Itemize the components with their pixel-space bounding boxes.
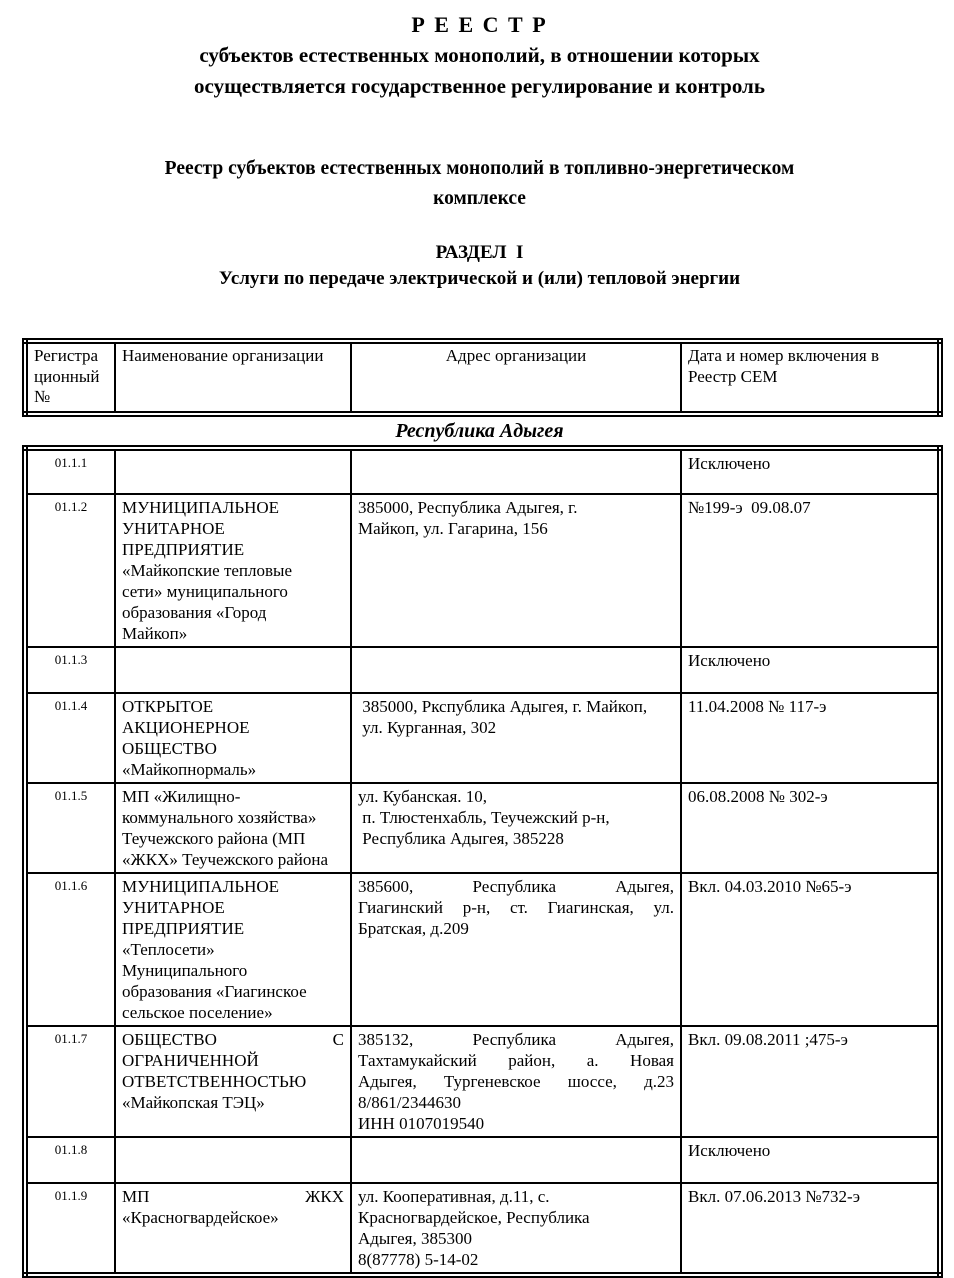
inclusion-date-cell bbox=[681, 873, 940, 1026]
header-row bbox=[25, 341, 940, 414]
org-name-cell bbox=[115, 783, 351, 873]
reg-number-cell: 01.1.2 bbox=[25, 494, 115, 647]
doc-title-line-3: осуществляется государственное регулирование и контроль bbox=[194, 74, 765, 98]
inclusion-date-cell bbox=[681, 1137, 940, 1183]
cell-line: образования «Город bbox=[122, 603, 267, 622]
cell-line: 06.08.2008 № 302-э bbox=[688, 787, 828, 806]
cell-line: 8/861/2344630 bbox=[358, 1093, 461, 1112]
cell-line: № bbox=[34, 387, 51, 406]
table-row bbox=[25, 1183, 940, 1275]
cell-line: Майкоп» bbox=[122, 624, 188, 643]
registry-header-table bbox=[22, 338, 943, 417]
doc-title-line-1: Р Е Е С Т Р bbox=[411, 12, 548, 37]
org-name-cell bbox=[115, 448, 351, 494]
region-header: Республика Адыгея bbox=[395, 420, 564, 442]
cell-line: Наименование организации bbox=[122, 346, 324, 365]
inclusion-date-cell bbox=[681, 1026, 940, 1137]
org-name-cell bbox=[115, 1183, 351, 1275]
table-row bbox=[25, 1026, 940, 1137]
table-row bbox=[25, 494, 940, 647]
col-header-org-address bbox=[351, 341, 681, 414]
inclusion-date-cell bbox=[681, 783, 940, 873]
cell-line: ционный bbox=[34, 366, 100, 386]
cell-line: ул. Курганная, 302 bbox=[358, 718, 497, 737]
cell-line: Красногвардейское, Республика bbox=[358, 1208, 590, 1227]
reg-number-cell: 01.1.8 bbox=[25, 1137, 115, 1183]
cell-line: 385000, Ркспублика Адыгея, г. Майкоп, bbox=[358, 697, 648, 716]
inclusion-date-cell bbox=[681, 448, 940, 494]
section-label: РАЗДЕЛ I bbox=[435, 242, 524, 263]
cell-line: «Майкопские тепловые bbox=[122, 561, 292, 580]
cell-line: ул. Кубанская. 10, bbox=[358, 787, 488, 806]
cell-line: УНИТАРНОЕ bbox=[122, 898, 225, 917]
org-address-cell bbox=[351, 494, 681, 647]
reg-number-cell: 01.1.3 bbox=[25, 647, 115, 693]
cell-line: Тахтамукайский район, а. Новая bbox=[358, 1051, 674, 1070]
cell-line: Муниципального bbox=[122, 961, 248, 980]
cell-line: Теучежского района (МП bbox=[122, 829, 306, 848]
doc-title bbox=[22, 10, 937, 102]
doc-subtitle-line-1: Реестр субъектов естественных монополий в топливно-энергетическом bbox=[164, 158, 795, 179]
cell-line: 385000, Республика Адыгея, г. bbox=[358, 498, 578, 517]
org-name-cell bbox=[115, 873, 351, 1026]
cell-line: Дата и номер включения в bbox=[688, 346, 880, 365]
table-row bbox=[25, 873, 940, 1026]
cell-line: Адрес организации bbox=[445, 346, 587, 365]
cell-line: ПРЕДПРИЯТИЕ bbox=[122, 540, 245, 559]
cell-line: Братская, д.209 bbox=[358, 919, 469, 938]
reg-number-cell: 01.1.5 bbox=[25, 783, 115, 873]
cell-line: Исключено bbox=[688, 1141, 771, 1160]
org-address-cell bbox=[351, 783, 681, 873]
cell-line: ПРЕДПРИЯТИЕ bbox=[122, 919, 245, 938]
org-address-cell bbox=[351, 1183, 681, 1275]
cell-line: 11.04.2008 № 117-э bbox=[688, 697, 827, 716]
cell-line: сельское поселение» bbox=[122, 1003, 273, 1022]
doc-subtitle-line-2: комплексе bbox=[433, 188, 526, 209]
reg-number-cell: 01.1.9 bbox=[25, 1183, 115, 1275]
registry-table bbox=[22, 445, 943, 1278]
cell-line: коммунального хозяйства» bbox=[122, 808, 317, 827]
cell-line: ОТВЕТСТВЕННОСТЬЮ bbox=[122, 1072, 307, 1091]
cell-line: п. Тлюстенхабль, Теучежский р-н, bbox=[358, 808, 610, 827]
org-address-cell bbox=[351, 1137, 681, 1183]
inclusion-date-cell bbox=[681, 494, 940, 647]
cell-line: МП «Жилищно- bbox=[122, 787, 241, 806]
reg-number-cell: 01.1.4 bbox=[25, 693, 115, 783]
cell-line: МП ЖКХ bbox=[122, 1187, 344, 1206]
cell-line: Вкл. 07.06.2013 №732-э bbox=[688, 1187, 861, 1206]
inclusion-date-cell bbox=[681, 1183, 940, 1275]
cell-line: Гиагинский р-н, ст. Гиагинская, ул. bbox=[358, 898, 674, 917]
cell-line: УНИТАРНОЕ bbox=[122, 519, 225, 538]
cell-line: 8(87778) 5-14-02 bbox=[358, 1250, 479, 1269]
cell-line: Вкл. 09.08.2011 ;475-э bbox=[688, 1030, 848, 1049]
cell-line: Адыгея, 385300 bbox=[358, 1229, 472, 1248]
registry-table-body bbox=[25, 448, 940, 1275]
org-name-cell bbox=[115, 693, 351, 783]
section-title: Услуги по передаче электрической и (или) тепловой энергии bbox=[218, 268, 741, 289]
cell-line: ОТКРЫТОЕ bbox=[122, 697, 214, 716]
org-address-cell bbox=[351, 1026, 681, 1137]
inclusion-date-cell bbox=[681, 647, 940, 693]
cell-line: ОБЩЕСТВО bbox=[122, 739, 217, 758]
table-row bbox=[25, 448, 940, 494]
cell-line: ОГРАНИЧЕННОЙ bbox=[122, 1051, 259, 1070]
col-header-inclusion-date bbox=[681, 341, 940, 414]
cell-line: Регистра bbox=[34, 346, 99, 365]
org-address-cell bbox=[351, 873, 681, 1026]
org-address-cell bbox=[351, 647, 681, 693]
table-row bbox=[25, 783, 940, 873]
org-name-cell bbox=[115, 1137, 351, 1183]
cell-line: Исключено bbox=[688, 454, 771, 473]
col-header-reg-number bbox=[25, 341, 115, 414]
col-header-org-name bbox=[115, 341, 351, 414]
cell-line: ул. Кооперативная, д.11, с. bbox=[358, 1187, 550, 1206]
cell-line: 385600, Республика Адыгея, bbox=[358, 877, 674, 896]
reg-number-cell: 01.1.1 bbox=[25, 448, 115, 494]
cell-line: ОБЩЕСТВО С bbox=[122, 1030, 344, 1049]
cell-line: сети» муниципального bbox=[122, 582, 288, 601]
reg-number-cell: 01.1.7 bbox=[25, 1026, 115, 1137]
cell-line: МУНИЦИПАЛЬНОЕ bbox=[122, 877, 280, 896]
cell-line: МУНИЦИПАЛЬНОЕ bbox=[122, 498, 280, 517]
cell-line: «Майкопнормаль» bbox=[122, 760, 257, 779]
org-name-cell bbox=[115, 1026, 351, 1137]
doc-subtitle bbox=[22, 154, 937, 214]
cell-line: Майкоп, ул. Гагарина, 156 bbox=[358, 519, 548, 538]
cell-line: Адыгея, Тургеневское шоссе, д.23 bbox=[358, 1072, 674, 1091]
cell-line: АКЦИОНЕРНОЕ bbox=[122, 718, 250, 737]
cell-line: №199-э 09.08.07 bbox=[688, 498, 811, 517]
cell-line: образования «Гиагинское bbox=[122, 982, 307, 1001]
org-address-cell bbox=[351, 448, 681, 494]
cell-line: 385132, Республика Адыгея, bbox=[358, 1030, 674, 1049]
cell-line: ИНН 0107019540 bbox=[358, 1114, 485, 1133]
cell-line: «Майкопская ТЭЦ» bbox=[122, 1093, 265, 1112]
cell-line: «ЖКХ» Теучежского района bbox=[122, 850, 329, 869]
cell-line: Вкл. 04.03.2010 №65-э bbox=[688, 877, 852, 896]
doc-title-line-2: субъектов естественных монополий, в отношении которых bbox=[199, 43, 760, 67]
cell-line: «Красногвардейское» bbox=[122, 1208, 279, 1227]
table-row bbox=[25, 693, 940, 783]
table-row bbox=[25, 647, 940, 693]
inclusion-date-cell bbox=[681, 693, 940, 783]
cell-line: Республика Адыгея, 385228 bbox=[358, 829, 564, 848]
cell-line: Реестр СЕМ bbox=[688, 366, 778, 386]
org-name-cell bbox=[115, 494, 351, 647]
table-row bbox=[25, 1137, 940, 1183]
cell-line: «Теплосети» bbox=[122, 940, 215, 959]
reg-number-cell: 01.1.6 bbox=[25, 873, 115, 1026]
org-name-cell bbox=[115, 647, 351, 693]
org-address-cell bbox=[351, 693, 681, 783]
cell-line: Исключено bbox=[688, 651, 771, 670]
